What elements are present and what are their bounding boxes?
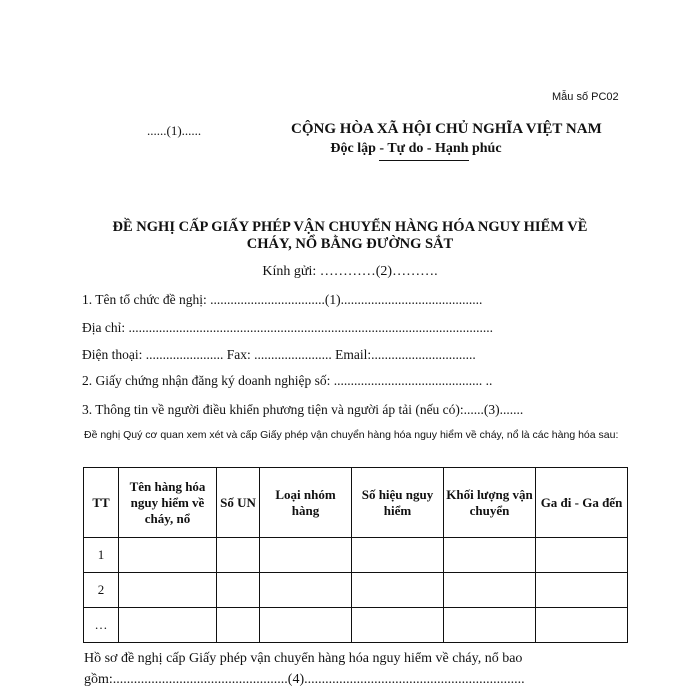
table-cell [444,538,536,573]
table-cell [119,538,217,573]
column-header: Loại nhóm hàng [260,468,352,538]
table-cell [444,608,536,643]
goods-table [83,467,628,643]
table-row [84,573,628,608]
table-header-row [84,468,628,538]
business-certificate-field: 2. Giấy chứng nhận đăng ký doanh nghiệp số: ............................................ .. [82,373,493,388]
table-row [84,608,628,643]
table-cell [217,573,260,608]
table-cell: 1 [84,538,119,573]
table-cell [352,608,444,643]
table-cell [536,608,628,643]
column-header: TT [84,468,119,538]
request-paragraph: Đề nghị Quý cơ quan xem xét và cấp Giấy phép vận chuyển hàng hóa nguy hiểm về cháy, nổ là các hàng hóa sau: [84,429,619,441]
table-cell [119,608,217,643]
national-motto: Độc lập - Tự do - Hạnh phúc [330,141,502,156]
national-title: CỘNG HÒA XÃ HỘI CHỦ NGHĨA VIỆT NAM [291,121,602,137]
table-cell [536,538,628,573]
form-code: Mẫu số PC02 [552,91,619,103]
organization-reference: ......(1)...... [147,123,202,138]
table-row [84,538,628,573]
organization-name-field: 1. Tên tổ chức đề nghị: ..................................(1).......................................... [82,292,483,307]
table-cell [119,573,217,608]
table-cell: 2 [84,573,119,608]
contact-field: Điện thoại: ....................... Fax: ....................... Email:............................... [82,347,476,362]
table-cell [536,573,628,608]
motto-underline [379,160,469,161]
table-cell [217,608,260,643]
column-header: Khối lượng vận chuyển [444,468,536,538]
table-cell: … [84,608,119,643]
table-cell [260,538,352,573]
table-cell [352,573,444,608]
dossier-paragraph: Hồ sơ đề nghị cấp Giấy phép vận chuyển hàng hóa nguy hiểm về cháy, nổ bao gồm:..................................................(4)............................................................... [84,651,525,687]
address-field: Địa chỉ: ............................................................................................................ [82,320,493,335]
column-header: Số UN [217,468,260,538]
column-header: Số hiệu nguy hiểm [352,468,444,538]
table-cell [217,538,260,573]
table-cell [260,608,352,643]
column-header: Tên hàng hóa nguy hiểm về cháy, nổ [119,468,217,538]
recipient-line: Kính gửi: …………(2)………. [262,264,438,279]
table-cell [352,538,444,573]
operator-info-field: 3. Thông tin về người điều khiển phương tiện và người áp tải (nếu có):......(3)....... [82,402,524,417]
column-header: Ga đi - Ga đến [536,468,628,538]
table-cell [444,573,536,608]
document-title: ĐỀ NGHỊ CẤP GIẤY PHÉP VẬN CHUYỂN HÀNG HÓA NGUY HIỂM VỀ CHÁY, NỔ BẰNG ĐƯỜNG SẮT [112,219,588,252]
table-cell [260,573,352,608]
